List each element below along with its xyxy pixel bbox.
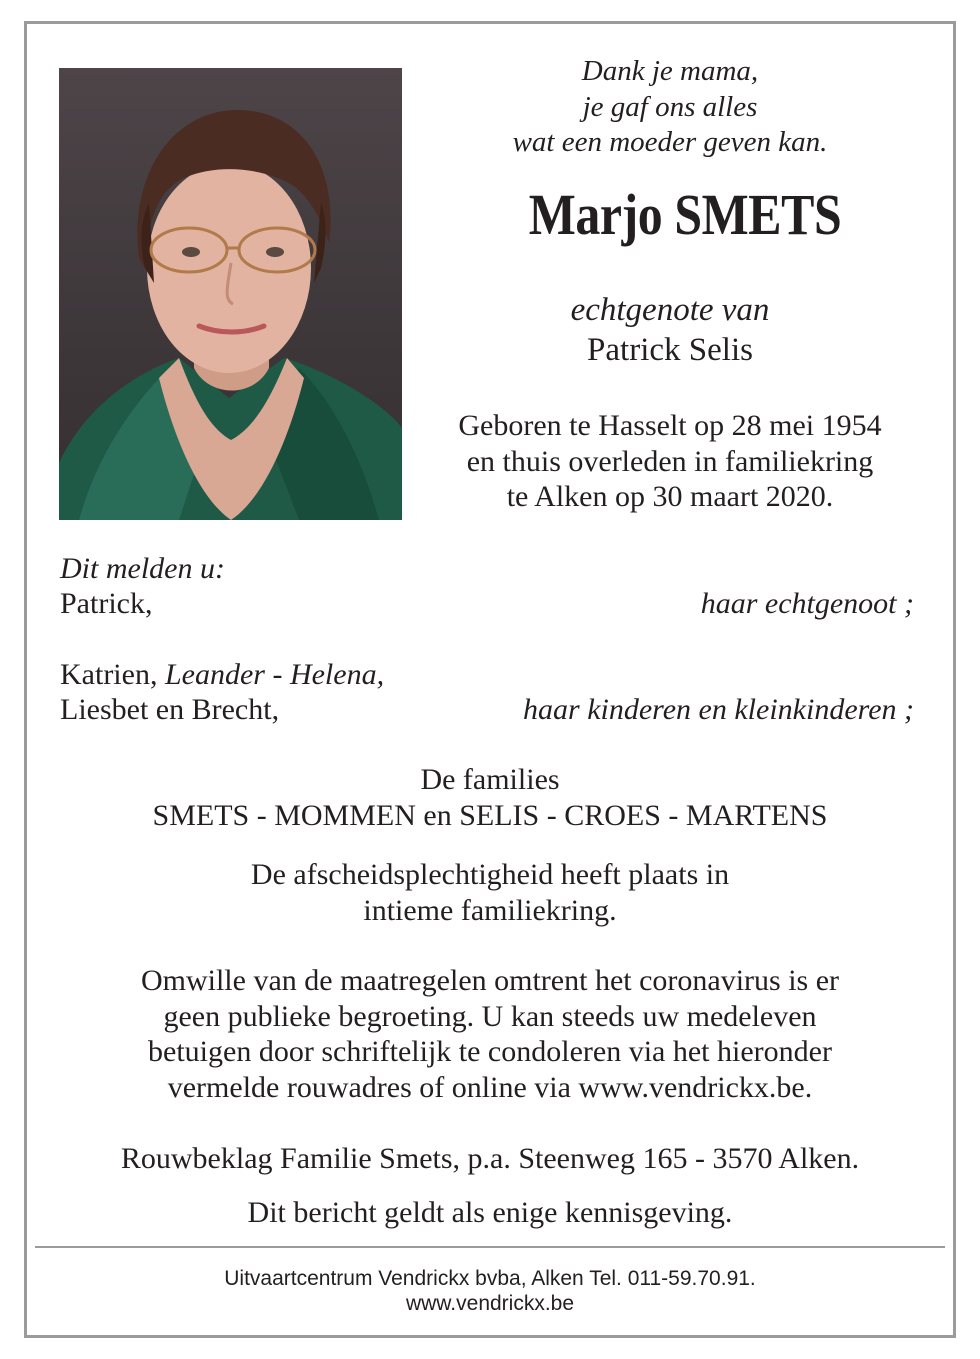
children-line-2: Liesbet en Brecht, [60, 693, 280, 726]
children-role: haar kinderen en kleinkinderen ; [523, 693, 914, 726]
spouse-role: haar echtgenoot ; [700, 587, 914, 620]
ceremony-line-1: De afscheidsplechtigheid heeft plaats in [250, 858, 730, 891]
ceremony-line-2: intieme familiekring. [363, 893, 617, 927]
funeral-home-website: www.vendrickx.be [405, 1292, 575, 1315]
corona-block [40, 963, 940, 1105]
quote-line-2: je gaf ons alles [582, 90, 758, 123]
funeral-home-info: Uitvaartcentrum Vendrickx bvba, Alken Tel. 011-59.70.91. [224, 1267, 756, 1290]
quote-line-3: wat een moeder geven kan. [512, 126, 828, 158]
corona-line-3: betuigen door schriftelijk te condoleren via het hieronder [148, 1035, 832, 1068]
families-block [40, 762, 940, 833]
ceremony-block [40, 857, 940, 928]
grandchildren-names: Leander - Helena, [164, 658, 385, 691]
children-first: Katrien, [60, 658, 158, 691]
portrait-illustration [59, 68, 402, 520]
corona-line-4: vermelde rouwadres of online via www.vendrickx.be. [167, 1070, 813, 1104]
birth-line: Geboren te Hasselt op 28 mei 1954 [458, 409, 882, 442]
condolence-address: Rouwbeklag Familie Smets, p.a. Steenweg 165 - 3570 Alken. [120, 1142, 860, 1175]
spouse-first-name: Patrick, [60, 587, 153, 620]
families-names: SMETS - MOMMEN en SELIS - CROES - MARTENS [152, 798, 828, 832]
announcers-intro: Dit melden u: [60, 552, 225, 585]
birth-death-details [410, 408, 930, 515]
quote-line-1: Dank je mama, [581, 55, 759, 87]
footer-divider [35, 1246, 945, 1248]
corona-line-2: geen publieke begroeting. U kan steeds uw medeleven [163, 999, 817, 1033]
quote [460, 54, 880, 161]
notice-statement: Dit bericht geldt als enige kennisgeving. [247, 1196, 733, 1229]
deceased-name: Marjo SMETS [528, 182, 842, 247]
spouse-intro: echtgenote van [570, 292, 770, 328]
corona-line-1: Omwille van de maatregelen omtrent het coronavirus is er [140, 964, 840, 997]
death-place-line: te Alken op 30 maart 2020. [506, 480, 834, 513]
death-line: en thuis overleden in familiekring [466, 444, 874, 478]
spouse-name: Patrick Selis [587, 332, 753, 368]
portrait-photo [59, 68, 402, 520]
children-line-1 [60, 657, 384, 693]
families-intro: De families [420, 763, 560, 796]
